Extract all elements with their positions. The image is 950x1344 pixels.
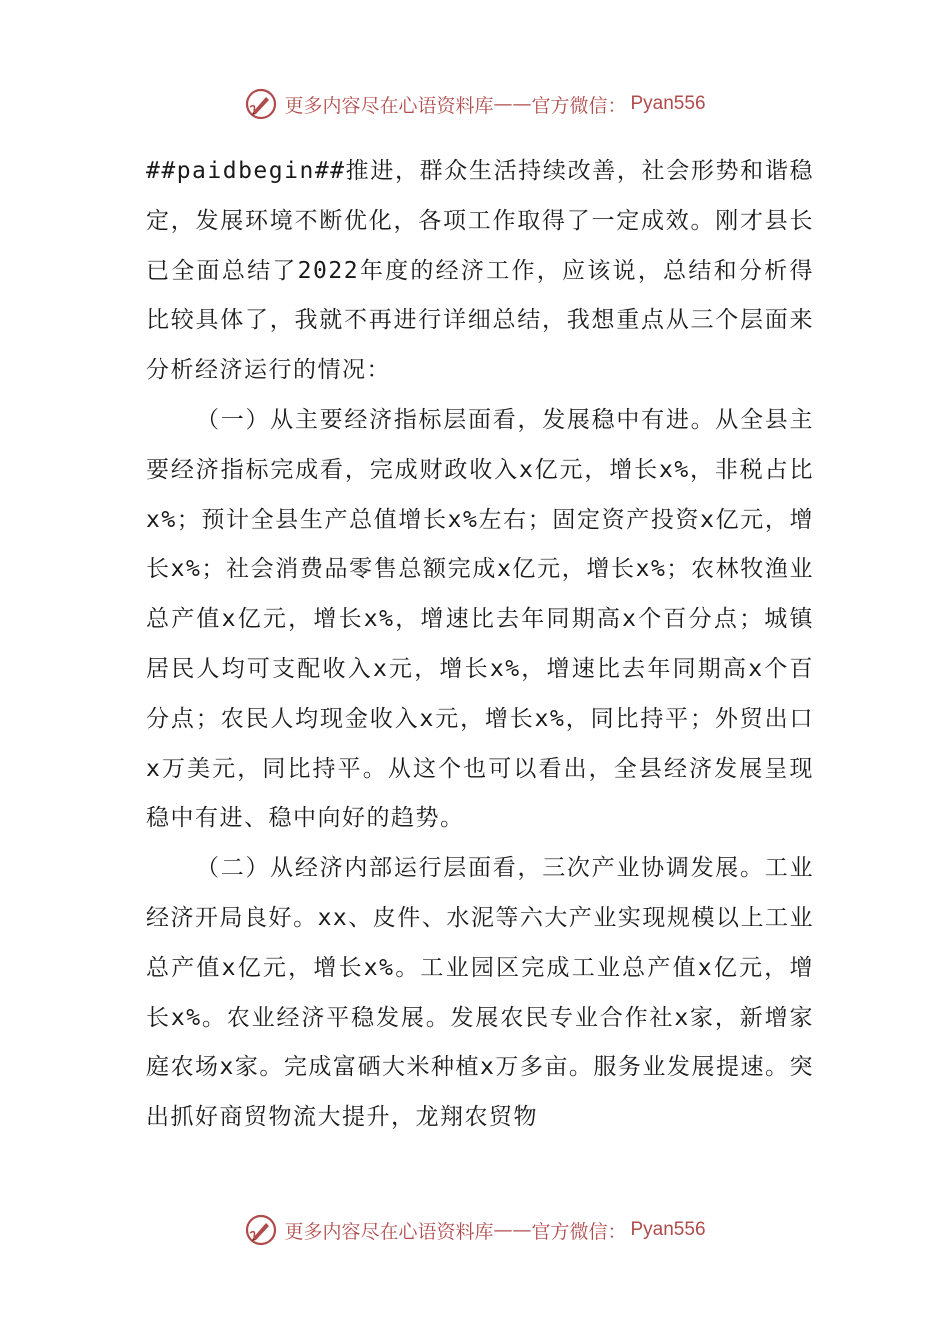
document-body (146, 147, 814, 1143)
banner-separator: —— (493, 93, 532, 115)
pen-logo-icon (244, 1213, 278, 1247)
pen-logo-icon (244, 87, 278, 121)
banner-wechat-label: 官方微信： (531, 94, 627, 117)
paragraph-3: （二）从经济内部运行层面看，三次产业协调发展。工业经济开局良好。xx、皮件、水泥等六大产业实现规模以上工业总产值x亿元，增长x%。工业园区完成工业总产值x亿元，增长x%。农业经济平稳发展。发展农民专业合作社x家，新增家庭农场x家。完成富硒大米种植x万多亩。服务业发展提速。突出抓好商贸物流大提升，龙翔农贸物 (146, 855, 814, 1131)
banner-wechat-id: Pyan556 (630, 93, 706, 114)
paragraph-1: ##paidbegin##推进，群众生活持续改善，社会形势和谐稳定，发展环境不断优化，各项工作取得了一定成效。刚才县长已全面总结了2022年度的经济工作，应该说，总结和分析得比较具体了，我就不再进行详细总结，我想重点从三个层面来分析经济运行的情况： (146, 158, 814, 384)
banner-text: 更多内容尽在心语资料库 (284, 94, 494, 117)
banner-wechat-id: Pyan556 (630, 1219, 706, 1240)
banner-separator: —— (493, 1219, 532, 1241)
banner-text: 更多内容尽在心语资料库 (284, 1220, 494, 1243)
footer-watermark-banner (0, 1210, 950, 1250)
paragraph-2: （一）从主要经济指标层面看，发展稳中有进。从全县主要经济指标完成看，完成财政收入x亿元，增长x%，非税占比x%；预计全县生产总值增长x%左右；固定资产投资x亿元，增长x%；社会消费品零售总额完成x亿元，增长x%；农林牧渔业总产值x亿元，增长x%，增速比去年同期高x个百分点；城镇居民人均可支配收入x元，增长x%，增速比去年同期高x个百分点；农民人均现金收入x元，增长x%，同比持平；外贸出口x万美元，同比持平。从这个也可以看出，全县经济发展呈现稳中有进、稳中向好的趋势。 (146, 406, 814, 832)
header-watermark-banner (0, 84, 950, 124)
banner-wechat-label: 官方微信： (531, 1220, 627, 1243)
